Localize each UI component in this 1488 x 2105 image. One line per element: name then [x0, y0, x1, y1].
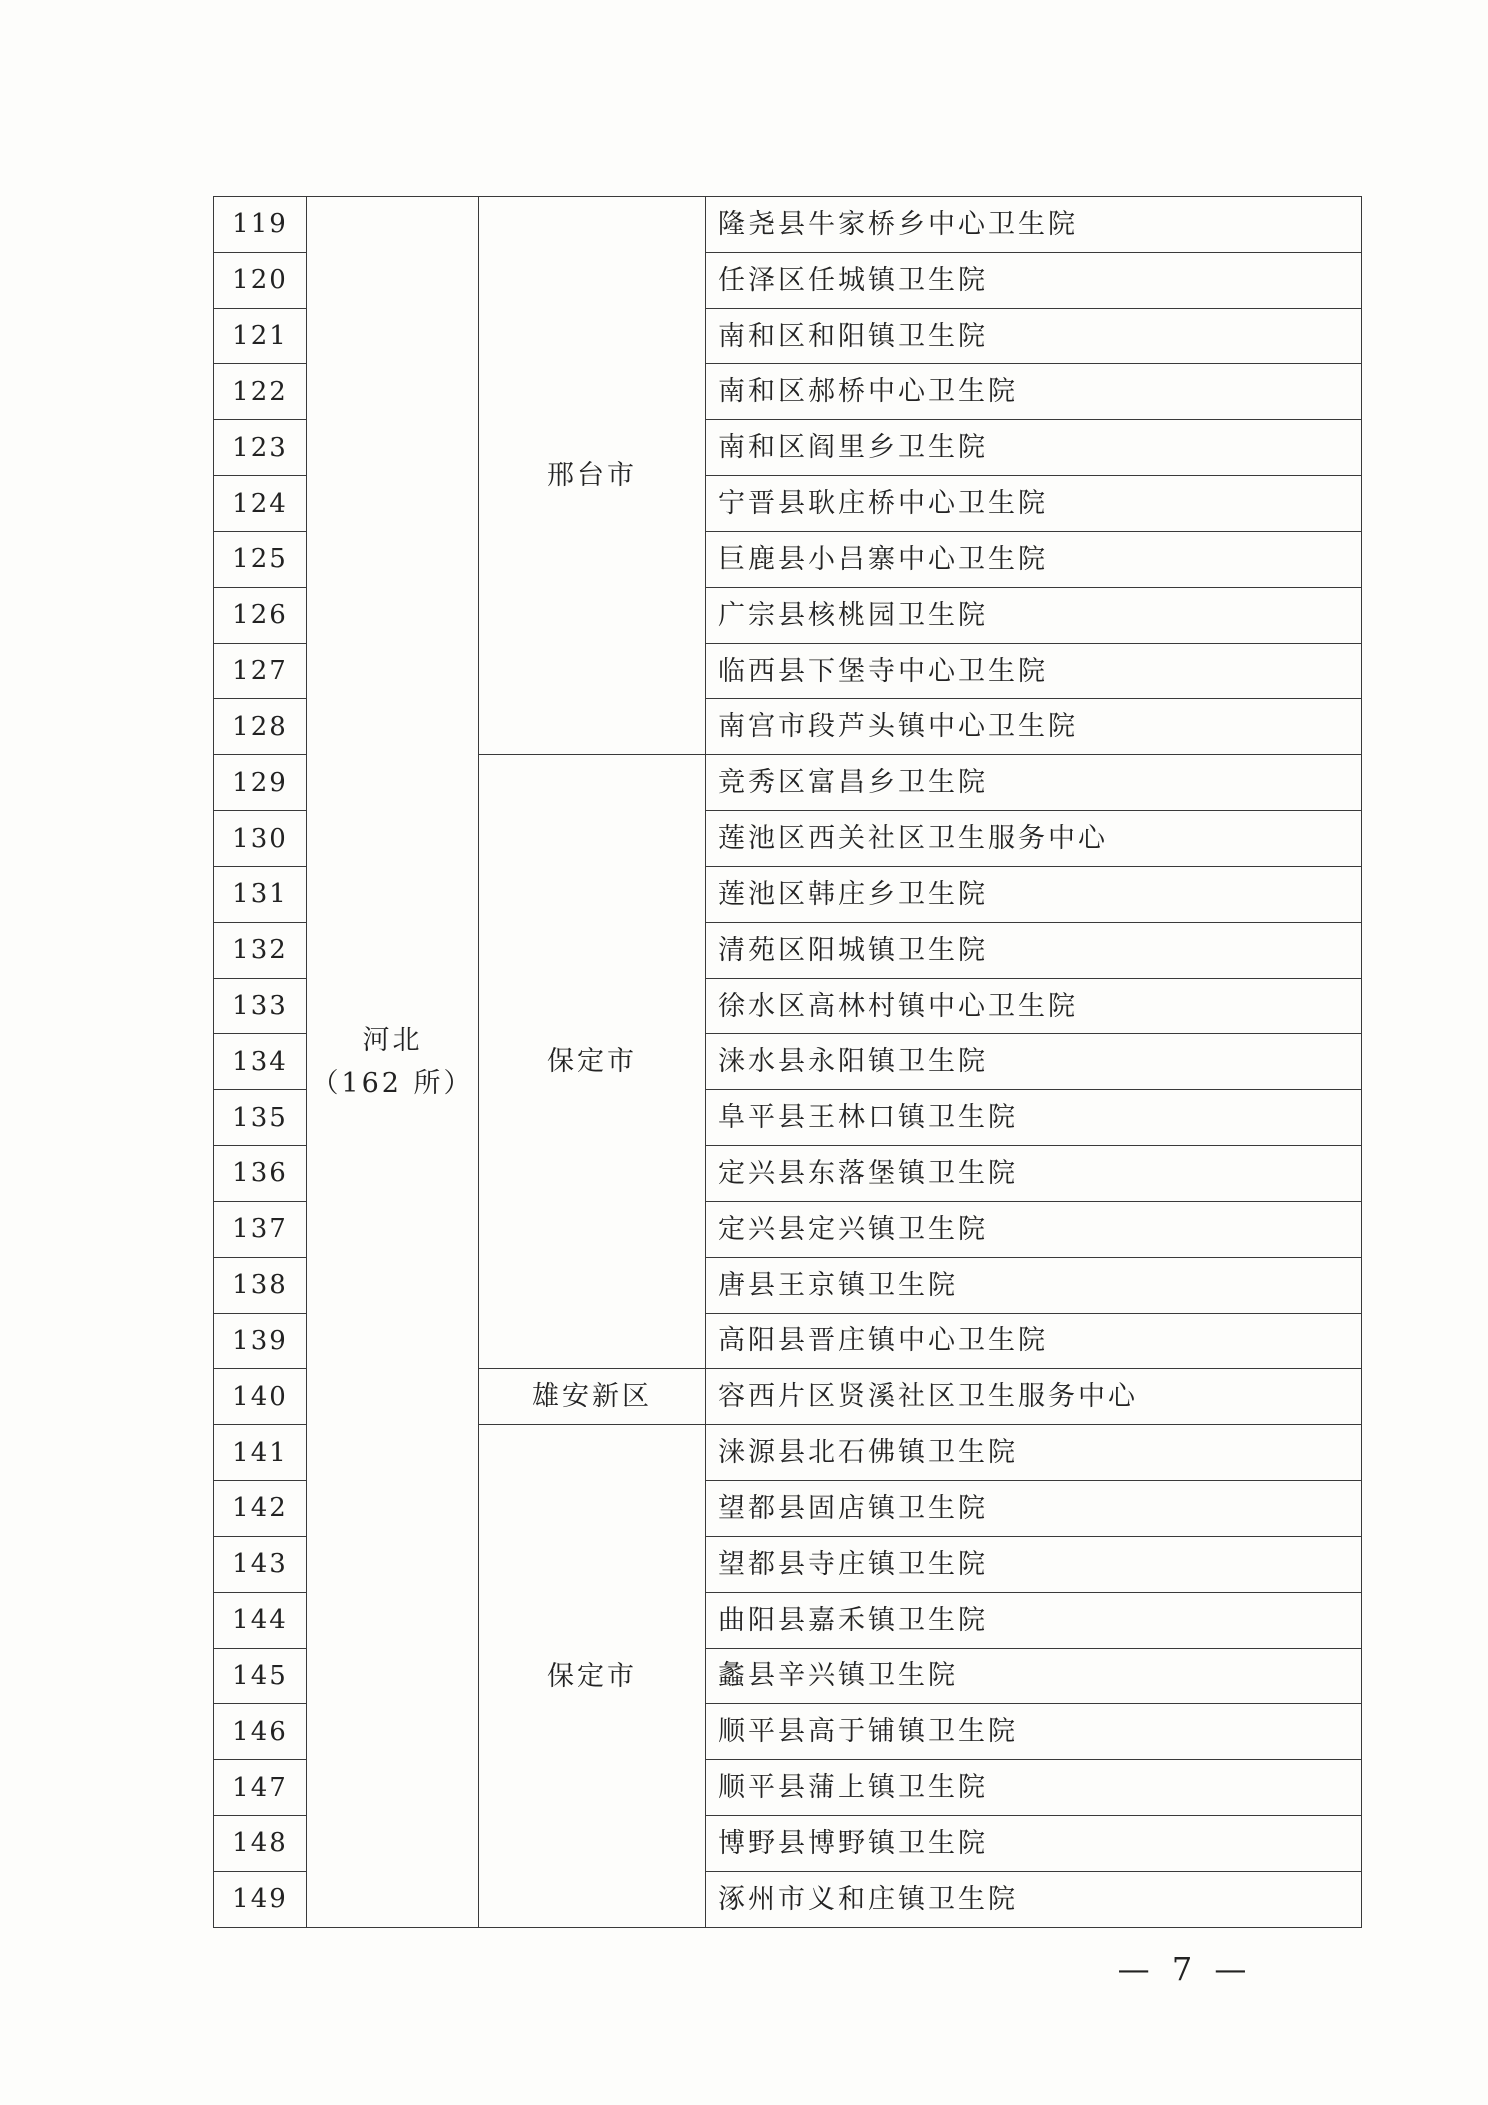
row-number: 140	[214, 1369, 307, 1425]
page-number: — 7 —	[1117, 1950, 1253, 1988]
hospital-name: 涞源县北石佛镇卫生院	[706, 1425, 1362, 1481]
hospital-name: 望都县固店镇卫生院	[706, 1481, 1362, 1537]
hospital-name: 广宗县核桃园卫生院	[706, 587, 1362, 643]
row-number: 135	[214, 1090, 307, 1146]
hospital-name: 阜平县王林口镇卫生院	[706, 1090, 1362, 1146]
hospital-name: 临西县下堡寺中心卫生院	[706, 643, 1362, 699]
row-number: 144	[214, 1592, 307, 1648]
row-number: 121	[214, 308, 307, 364]
row-number: 125	[214, 531, 307, 587]
hospital-name: 巨鹿县小吕寨中心卫生院	[706, 531, 1362, 587]
hospital-name: 博野县博野镇卫生院	[706, 1816, 1362, 1872]
row-number: 134	[214, 1034, 307, 1090]
hospital-name: 南和区阎里乡卫生院	[706, 420, 1362, 476]
row-number: 119	[214, 197, 307, 253]
row-number: 127	[214, 643, 307, 699]
hospital-name: 曲阳县嘉禾镇卫生院	[706, 1592, 1362, 1648]
row-number: 126	[214, 587, 307, 643]
table-row	[214, 197, 1362, 253]
city-cell: 邢台市	[479, 197, 706, 755]
hospital-name: 顺平县蒲上镇卫生院	[706, 1760, 1362, 1816]
row-number: 147	[214, 1760, 307, 1816]
row-number: 132	[214, 922, 307, 978]
row-number: 122	[214, 364, 307, 420]
hospital-name: 南和区和阳镇卫生院	[706, 308, 1362, 364]
hospital-name: 竞秀区富昌乡卫生院	[706, 755, 1362, 811]
hospital-list-table	[213, 196, 1362, 1928]
row-number: 128	[214, 699, 307, 755]
row-number: 136	[214, 1146, 307, 1202]
hospital-name: 顺平县高于铺镇卫生院	[706, 1704, 1362, 1760]
hospital-name: 任泽区任城镇卫生院	[706, 252, 1362, 308]
table-body	[214, 197, 1362, 1928]
hospital-name: 徐水区高林村镇中心卫生院	[706, 978, 1362, 1034]
hospital-name: 定兴县定兴镇卫生院	[706, 1201, 1362, 1257]
hospital-name: 容西片区贤溪社区卫生服务中心	[706, 1369, 1362, 1425]
row-number: 145	[214, 1648, 307, 1704]
hospital-name: 莲池区西关社区卫生服务中心	[706, 811, 1362, 867]
row-number: 148	[214, 1816, 307, 1872]
city-cell: 保定市	[479, 755, 706, 1369]
row-number: 124	[214, 476, 307, 532]
hospital-name: 清苑区阳城镇卫生院	[706, 922, 1362, 978]
row-number: 133	[214, 978, 307, 1034]
row-number: 138	[214, 1257, 307, 1313]
province-cell	[307, 197, 479, 1928]
row-number: 130	[214, 811, 307, 867]
province-name: 河北	[362, 1024, 423, 1056]
row-number: 146	[214, 1704, 307, 1760]
row-number: 149	[214, 1871, 307, 1927]
row-number: 120	[214, 252, 307, 308]
hospital-name: 莲池区韩庄乡卫生院	[706, 866, 1362, 922]
hospital-name: 南和区郝桥中心卫生院	[706, 364, 1362, 420]
province-count: （162 所）	[311, 1068, 474, 1099]
row-number: 131	[214, 866, 307, 922]
hospital-name: 涿州市义和庄镇卫生院	[706, 1871, 1362, 1927]
row-number: 141	[214, 1425, 307, 1481]
hospital-name: 定兴县东落堡镇卫生院	[706, 1146, 1362, 1202]
row-number: 142	[214, 1481, 307, 1537]
hospital-name: 望都县寺庄镇卫生院	[706, 1536, 1362, 1592]
row-number: 123	[214, 420, 307, 476]
hospital-name: 宁晋县耿庄桥中心卫生院	[706, 476, 1362, 532]
hospital-name: 隆尧县牛家桥乡中心卫生院	[706, 197, 1362, 253]
hospital-name: 南宫市段芦头镇中心卫生院	[706, 699, 1362, 755]
city-cell: 雄安新区	[479, 1369, 706, 1425]
hospital-name: 高阳县晋庄镇中心卫生院	[706, 1313, 1362, 1369]
row-number: 139	[214, 1313, 307, 1369]
city-cell: 保定市	[479, 1425, 706, 1928]
row-number: 129	[214, 755, 307, 811]
hospital-name: 蠡县辛兴镇卫生院	[706, 1648, 1362, 1704]
row-number: 143	[214, 1536, 307, 1592]
row-number: 137	[214, 1201, 307, 1257]
hospital-name: 涞水县永阳镇卫生院	[706, 1034, 1362, 1090]
hospital-name: 唐县王京镇卫生院	[706, 1257, 1362, 1313]
